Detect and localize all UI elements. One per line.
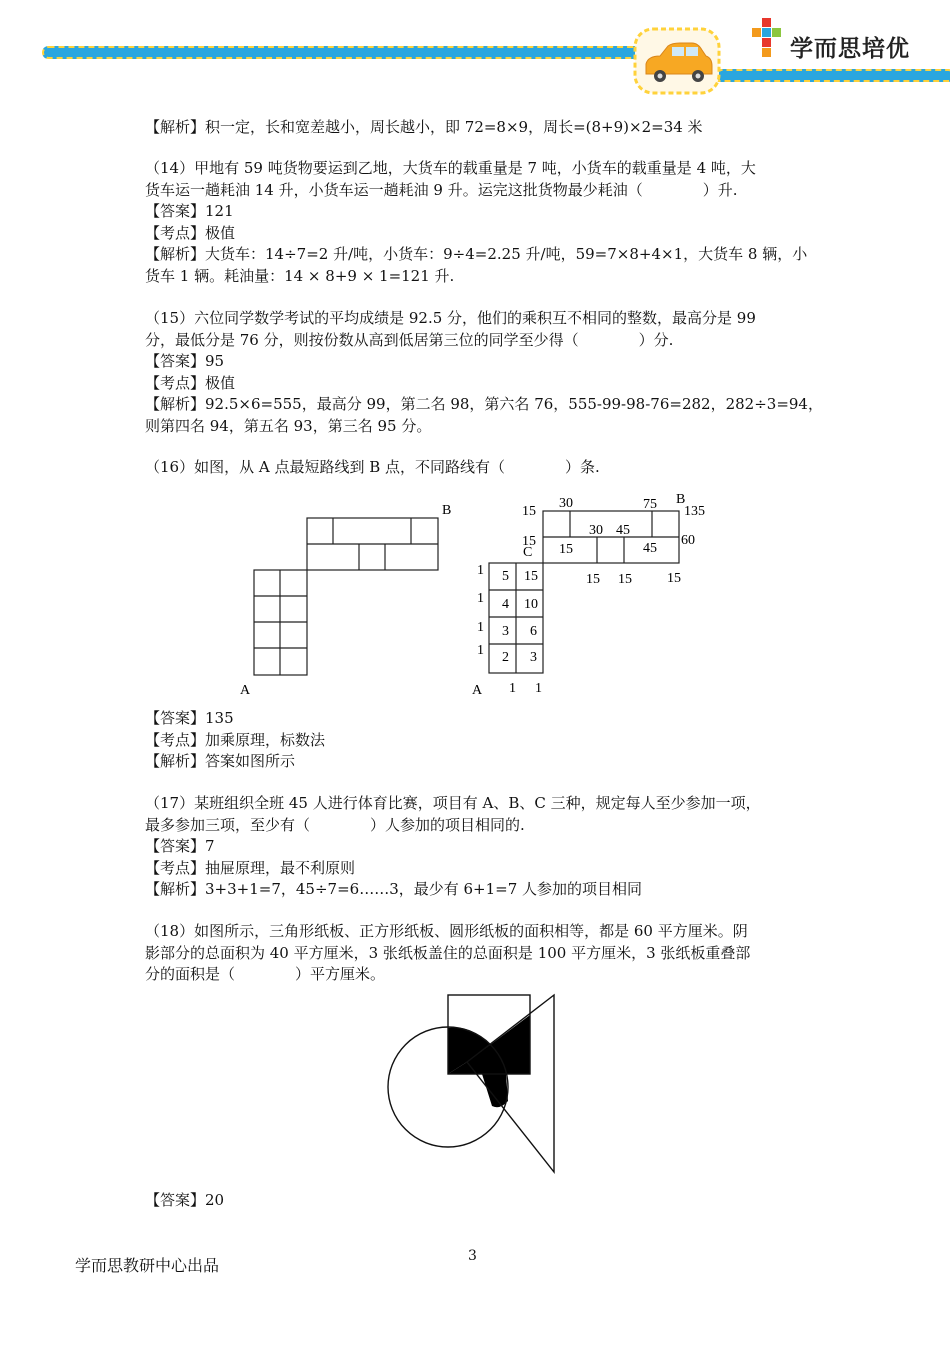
q15-point: 【考点】极值 xyxy=(145,373,236,392)
q16-inner-2: 4 xyxy=(502,597,509,612)
q16-bottom-1: 1 xyxy=(509,681,516,696)
q16-row-mid-3: 45 xyxy=(616,523,630,538)
page-number: 3 xyxy=(468,1248,477,1264)
q16-outer-1: 15 xyxy=(524,569,538,584)
q16-bottom-2: 1 xyxy=(535,681,542,696)
q18-number: （18） xyxy=(145,922,195,940)
q16-row-mid-1: 15 xyxy=(559,542,573,557)
q16-left-num-2: 1 xyxy=(477,591,484,606)
q16-row-bottom-1: 15 xyxy=(586,572,600,587)
question-15 xyxy=(145,308,823,437)
q16-answer: 【答案】135 xyxy=(145,709,234,727)
q16-outer-2: 10 xyxy=(524,597,538,612)
header-stripe-left xyxy=(42,46,642,59)
q16-right-labels xyxy=(472,492,705,698)
q17-line2: 最多参加三项，至少有（ ）人参加的项目相同的. xyxy=(145,815,525,834)
q17-answer: 【答案】7 xyxy=(145,837,215,855)
q16-right-1: 135 xyxy=(684,504,705,519)
q16-analysis: 【解析】答案如图所示 xyxy=(145,752,296,770)
q16-row-mid-4: 45 xyxy=(643,541,657,556)
q16-row-top-1: 30 xyxy=(559,496,573,511)
q15-number: （15） xyxy=(145,309,195,327)
q16-row-top-2: 75 xyxy=(643,497,657,512)
q17-analysis: 【解析】3+3+1=7，45÷7=6……3，最少有 6+1=7 人参加的项目相同 xyxy=(145,880,643,898)
q16-number: （16） xyxy=(145,458,195,476)
prev-analysis-block xyxy=(145,117,810,139)
question-14 xyxy=(145,158,810,287)
q16-right-2: 60 xyxy=(681,533,695,548)
q16-inner-1: 5 xyxy=(502,569,509,584)
header-stripe-right xyxy=(710,69,950,82)
question-16 xyxy=(145,457,810,479)
q16-line1: 如图，从 A 点最短路线到 B 点，不同路线有（ ）条. xyxy=(194,458,600,476)
publisher-text: 学而思教研中心出品 xyxy=(75,1256,220,1275)
q16-left-grid xyxy=(254,518,438,675)
brand-name: 学而思培优 xyxy=(790,36,910,62)
q16-mid-left: 15 xyxy=(522,534,536,549)
q18-triangle xyxy=(467,995,554,1172)
q18-shaded-circle-triangle xyxy=(482,1074,508,1107)
question-17 xyxy=(145,793,810,901)
q14-number: （14） xyxy=(145,159,195,177)
q14-line2: 货车运一趟耗油 14 升，小货车运一趟耗油 9 升。运完这批货物最少耗油（ ）升. xyxy=(145,180,738,199)
prev-analysis: 【解析】积一定，长和宽差越小，周长越小，即 72=8×9，周长=(8+9)×2=34 米 xyxy=(145,118,703,136)
question-18 xyxy=(145,921,810,986)
q16-inner-4: 2 xyxy=(502,650,509,665)
q18-line2: 影部分的总面积为 40 平方厘米，3 张纸板盖住的总面积是 100 平方厘米，3 张纸板重叠部 xyxy=(145,943,751,962)
q15-line1: 六位同学数学考试的平均成绩是 92.5 分，他们的乘积互不相同的整数，最高分是 99 xyxy=(194,309,756,327)
q14-analysis-1: 【解析】大货车：14÷7=2 升/吨，小货车：9÷4=2.25 升/吨，59=7×8+4×1，大货车 8 辆，小 xyxy=(145,245,808,263)
question-18-solution xyxy=(145,1190,810,1212)
q16-right-label-c: C xyxy=(523,545,533,560)
q14-line1: 甲地有 59 吨货物要运到乙地，大货车的载重量是 7 吨，小货车的载重量是 4 吨，大 xyxy=(194,159,756,177)
q16-outer-4: 3 xyxy=(530,650,537,665)
q16-left-num-4: 1 xyxy=(477,643,484,658)
q16-point: 【考点】加乘原理，标数法 xyxy=(145,730,326,749)
q18-line3: 分的面积是（ ）平方厘米。 xyxy=(145,965,386,983)
q17-number: （17） xyxy=(145,794,195,812)
q18-figure xyxy=(385,990,585,1180)
q17-point: 【考点】抽屉原理，最不利原则 xyxy=(145,858,356,877)
q16-top-left: 15 xyxy=(522,504,536,519)
q18-answer: 【答案】20 xyxy=(145,1191,225,1209)
q16-left-label-a: A xyxy=(240,683,251,698)
q16-inner-3: 3 xyxy=(502,624,509,639)
q14-point: 【考点】极值 xyxy=(145,223,236,242)
q14-answer: 【答案】121 xyxy=(145,202,234,220)
q16-outer-3: 6 xyxy=(530,624,537,639)
q16-left-num-1: 1 xyxy=(477,563,484,578)
q15-analysis-2: 则第四名 94，第五名 93，第三名 95 分。 xyxy=(145,416,432,435)
q16-row-bottom-2: 15 xyxy=(618,572,632,587)
question-16-solution xyxy=(145,708,810,773)
q16-row-bottom-3: 15 xyxy=(667,571,681,586)
brand-logo-icon xyxy=(752,18,782,64)
q16-right-grid xyxy=(489,511,679,673)
car-badge-icon xyxy=(632,26,722,96)
q16-row-mid-2: 30 xyxy=(589,523,603,538)
q16-left-label-b: B xyxy=(442,503,452,518)
q15-analysis-1: 【解析】92.5×6=555，最高分 99，第二名 98，第六名 76，555-99-98-76=282，282÷3=94， xyxy=(145,395,823,413)
q17-line1: 某班组织全班 45 人进行体育比赛，项目有 A、B、C 三种，规定每人至少参加一项， xyxy=(194,794,761,812)
page-header xyxy=(0,0,950,100)
q15-answer: 【答案】95 xyxy=(145,352,225,370)
q15-line2: 分，最低分是 76 分，则按份数从高到低居第三位的同学至少得（ ）分. xyxy=(145,330,674,349)
q14-analysis-2: 货车 1 辆。耗油量：14 × 8+9 × 1=121 升. xyxy=(145,266,455,285)
q16-figures xyxy=(0,488,950,708)
q18-line1: 如图所示，三角形纸板、正方形纸板、圆形纸板的面积相等，都是 60 平方厘米。阴 xyxy=(194,922,748,940)
q16-right-label-b: B xyxy=(676,492,686,507)
q16-right-label-a: A xyxy=(472,683,483,698)
q16-left-num-3: 1 xyxy=(477,620,484,635)
